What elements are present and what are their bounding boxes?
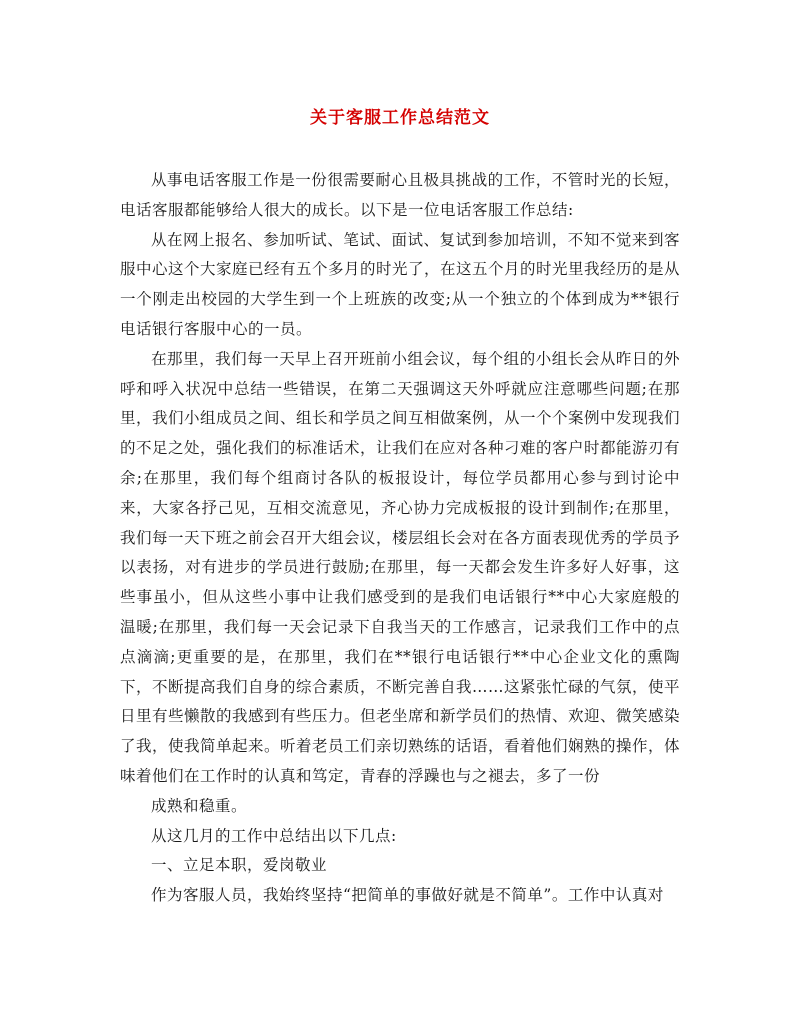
document-body: [120, 166, 680, 911]
document-title: 关于客服工作总结范文: [310, 108, 490, 128]
paragraph-section-1: 作为客服人员，我始终坚持“把简单的事做好就是不简单”。工作中认真对: [151, 886, 664, 905]
paragraph-summary-intro: 从这几月的工作中总结出以下几点:: [151, 826, 397, 845]
paragraph-intro: 从事电话客服工作是一份很需要耐心且极具挑战的工作，不管时光的长短，电话客服都能够给人很大的成长。以下是一位电话客服工作总结:: [120, 171, 680, 219]
section-heading-1: 一、立足本职，爱岗敬业: [151, 856, 328, 875]
paragraph-daily-work: 在那里，我们每一天早上召开班前小组会议，每个组的小组长会从昨日的外呼和呼入状况中总结一些错误，在第二天强调这天外呼就应注意哪些问题;在那里，我们小组成员之间、组长和学员之间互相做案例，从一个个案例中发现我们的不足之处，强化我们的标准话术，让我们在应对各种刁难的客户时都能游刃有余;在那里，我们每个组商讨各队的板报设计，每位学员都用心参与到讨论中来，大家各抒己见，互相交流意见，齐心协力完成板报的设计到制作;在那里，我们每一天下班之前会召开大组会议，楼层组长会对在各方面表现优秀的学员予以表扬，对有进步的学员进行鼓励;在那里，每一天都会发生许多好人好事，这些事虽小，但从这些小事中让我们感受到的是我们电话银行**中心大家庭般的温暖;在那里，我们每一天会记录下自我当天的工作感言，记录我们工作中的点点滴滴;更重要的是，在那里，我们在**银行电话银行**中心企业文化的熏陶下，不断提高我们自身的综合素质，不断完善自我……这紧张忙碌的气氛，使平日里有些懒散的我感到有些压力。但老坐席和新学员们的热情、欢迎、微笑感染了我，使我简单起来。听着老员工们亲切熟练的话语，看着他们娴熟的操作，体味着他们在工作时的认真和笃定，青春的浮躁也与之褪去，多了一份: [120, 349, 681, 785]
paragraph-experience: 从在网上报名、参加听试、笔试、面试、复试到参加培训，不知不觉来到客服中心这个大家庭已经有五个多月的时光了，在这五个月的时光里我经历的是从一个刚走出校园的大学生到一个上班族的改变;从一个独立的个体到成为**银行电话银行客服中心的一员。: [120, 230, 681, 338]
paragraph-continuation: 成熟和稳重。: [151, 796, 248, 815]
